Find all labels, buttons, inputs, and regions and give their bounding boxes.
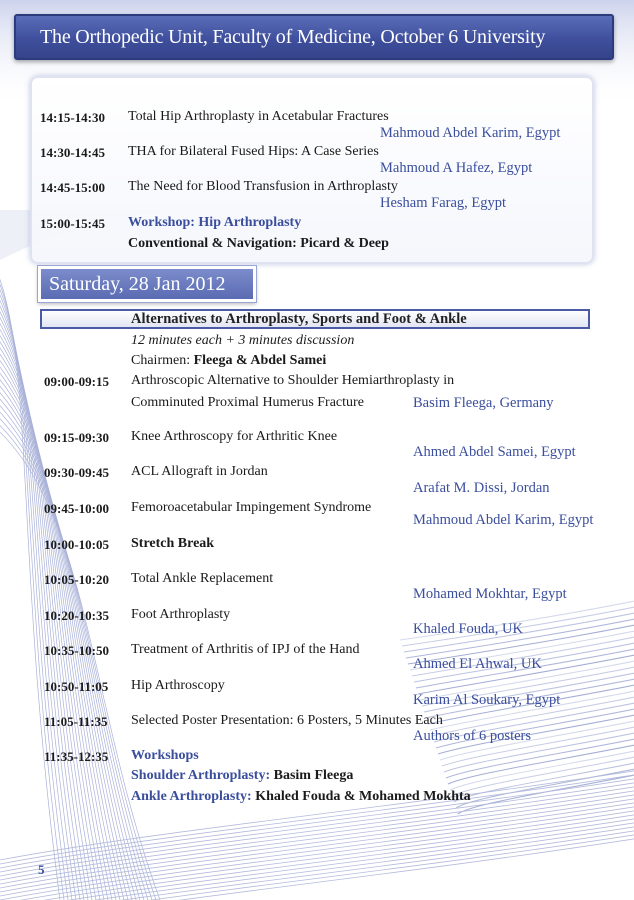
- workshop-label: Ankle Arthroplasty:: [131, 789, 252, 804]
- talk-title: Treatment of Arthritis of IPJ of the Hand: [131, 642, 360, 657]
- time-slot: 10:50-11:05: [44, 679, 109, 694]
- talk-title: Foot Arthroplasty: [131, 607, 231, 622]
- talk-title: Femoroacetabular Impingement Syndrome: [131, 500, 372, 515]
- workshop-lead: Basim Fleega: [273, 768, 354, 783]
- talk-speaker: Hesham Farag, Egypt: [380, 195, 507, 211]
- talk-speaker: Karim Al Soukary, Egypt: [413, 692, 561, 708]
- time-slot: 09:00-09:15: [44, 374, 109, 389]
- time-slot: 10:20-10:35: [44, 608, 109, 623]
- talk-title: Hip Arthroscopy: [131, 678, 225, 693]
- talk-speaker: Mahmoud Abdel Karim, Egypt: [380, 125, 561, 141]
- day-label: Saturday, 28 Jan 2012: [49, 272, 226, 295]
- talk-title: The Need for Blood Transfusion in Arthroplasty: [128, 179, 398, 194]
- break-title: Stretch Break: [131, 536, 215, 551]
- workshop-line: [131, 768, 353, 784]
- time-slot: 09:45-10:00: [44, 501, 109, 516]
- page-title: The Orthopedic Unit, Faculty of Medicine, October 6 University: [40, 25, 546, 48]
- time-slot: 14:15-14:30: [40, 110, 105, 125]
- chairmen-names: Fleega & Abdel Samei: [193, 353, 327, 368]
- workshop-label: Shoulder Arthroplasty:: [131, 768, 271, 783]
- time-slot: 14:30-14:45: [40, 145, 105, 160]
- talk-speaker: Ahmed Abdel Samei, Egypt: [413, 444, 576, 460]
- time-slot: 10:35-10:50: [44, 643, 109, 658]
- talk-title: ACL Allograft in Jordan: [131, 464, 268, 479]
- time-slot: 09:30-09:45: [44, 465, 109, 480]
- workshop-detail: Conventional & Navigation: Picard & Deep: [128, 236, 389, 251]
- workshop-title: Workshops: [131, 748, 199, 763]
- talk-speaker: Mohamed Mokhtar, Egypt: [413, 586, 567, 602]
- talk-speaker: Mahmoud Abdel Karim, Egypt: [413, 512, 594, 528]
- talk-speaker: Ahmed El Ahwal, UK: [413, 656, 542, 672]
- time-slot: 10:05-10:20: [44, 572, 109, 587]
- workshop-lead: Khaled Fouda & Mohamed Mokhta: [255, 789, 471, 804]
- talk-title-line2: Comminuted Proximal Humerus Fracture: [131, 395, 364, 410]
- session-format: 12 minutes each + 3 minutes discussion: [131, 333, 355, 348]
- talk-speaker: Basim Fleega, Germany: [413, 395, 554, 411]
- talk-speaker: Khaled Fouda, UK: [413, 621, 523, 637]
- page-number: 5: [38, 862, 45, 877]
- talk-title: Selected Poster Presentation: 6 Posters, 5 Minutes Each: [131, 713, 443, 728]
- session-title: Alternatives to Arthroplasty, Sports and Foot & Ankle: [131, 311, 467, 327]
- time-slot: 15:00-15:45: [40, 216, 105, 231]
- day-tab: [38, 266, 256, 302]
- chairmen-label: Chairmen:: [131, 353, 191, 368]
- time-slot: 11:05-11:35: [44, 714, 108, 729]
- talk-title: THA for Bilateral Fused Hips: A Case Series: [128, 144, 379, 159]
- time-slot: 14:45-15:00: [40, 180, 105, 195]
- talk-speaker: Arafat M. Dissi, Jordan: [413, 480, 550, 496]
- talk-title: Total Ankle Replacement: [131, 571, 274, 586]
- chairmen-line: [131, 353, 326, 369]
- time-slot: 10:00-10:05: [44, 537, 109, 552]
- workshop-title: Workshop: Hip Arthroplasty: [128, 215, 302, 230]
- workshop-line: [131, 789, 471, 805]
- talk-title: Knee Arthroscopy for Arthritic Knee: [131, 429, 338, 444]
- talk-speaker: Mahmoud A Hafez, Egypt: [380, 160, 533, 176]
- talk-speaker: Authors of 6 posters: [413, 728, 532, 744]
- time-slot: 11:35-12:35: [44, 749, 109, 764]
- time-slot: 09:15-09:30: [44, 430, 109, 445]
- page-header-banner: [14, 14, 614, 60]
- talk-title: Arthroscopic Alternative to Shoulder Hemiarthroplasty in: [131, 373, 455, 388]
- talk-title: Total Hip Arthroplasty in Acetabular Fractures: [128, 109, 389, 124]
